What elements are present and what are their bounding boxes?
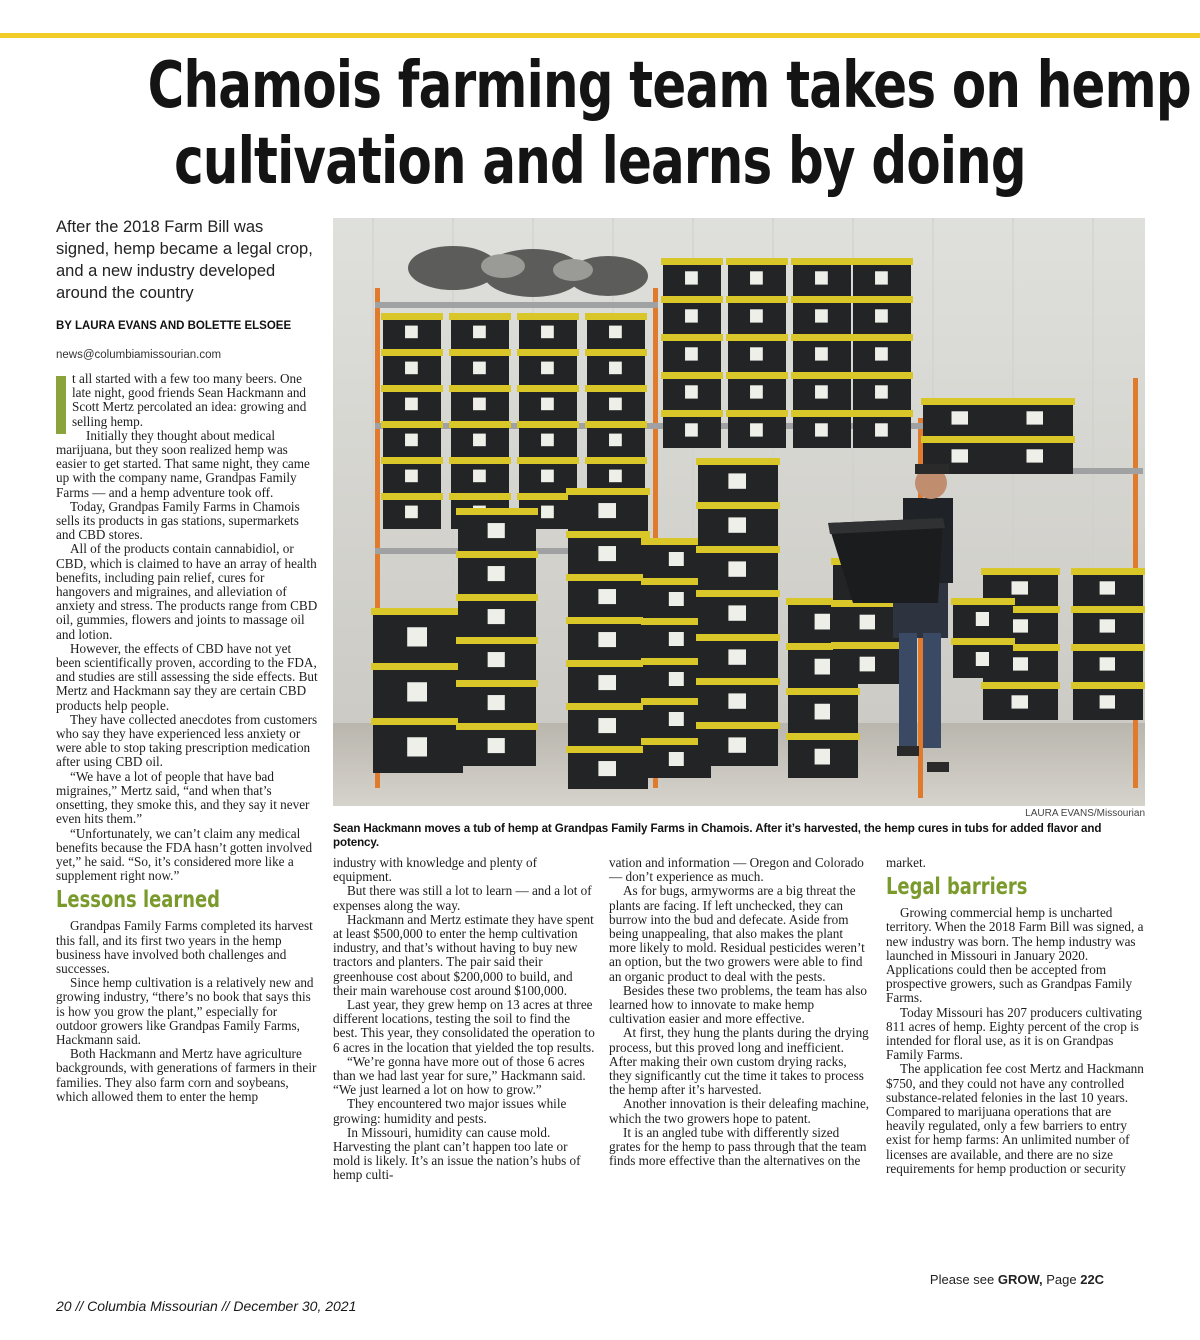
tub-lid: [1071, 644, 1145, 651]
paragraph: At first, they hung the plants during the drying process, but this proved long and inefficient. After making their own custom drying racks, they significantly cut the time it takes to process the hemp after it’s harvested.: [609, 1025, 869, 1098]
tub-lid: [449, 493, 511, 500]
tub-lid: [1071, 682, 1145, 689]
tub-lid: [696, 546, 780, 553]
tub-lid: [517, 313, 579, 320]
tub-label: [598, 761, 616, 776]
tub-lid: [585, 421, 647, 428]
tub-label: [669, 552, 684, 566]
tub-label: [1012, 581, 1029, 594]
byline-email: news@columbiamissourian.com: [56, 349, 222, 361]
tub-lid: [786, 733, 860, 740]
tub-lid: [449, 457, 511, 464]
paragraph: Initially they thought about medical marijuana, but they soon realized hemp was easier to get started. That same night, they came up with the company name, Grandpas Family Farms — and a hemp adventure took off.: [56, 427, 310, 500]
article-column-4: [886, 856, 1148, 1276]
tub-label: [541, 362, 554, 375]
tub-lid: [517, 421, 579, 428]
tub-label: [685, 385, 698, 398]
tub-label: [815, 659, 830, 675]
tub-lid: [566, 746, 650, 753]
tub-label: [541, 470, 554, 483]
jump-page-number: 22C: [1080, 1272, 1105, 1287]
tub-lid: [456, 680, 538, 687]
tub-lid: [726, 372, 788, 379]
tub-label: [473, 398, 486, 411]
tub-label: [669, 712, 684, 726]
jump-page-label: Page: [1042, 1272, 1081, 1287]
tub-lid: [456, 637, 538, 644]
tub-lid: [585, 457, 647, 464]
tub-label: [728, 737, 746, 752]
tub-label: [669, 632, 684, 646]
tub-label: [875, 271, 888, 284]
paragraph: Another innovation is their deleafing machine, which the two growers hope to patent.: [609, 1096, 870, 1126]
tub-lid: [851, 372, 913, 379]
tub-label: [609, 434, 622, 447]
tub-label: [728, 693, 746, 708]
tub-label: [815, 385, 828, 398]
paragraph: Grandpas Family Farms completed its harvest this fall, and its first two years in the hemp business have involved both challenges and successes.: [56, 918, 313, 976]
paragraph: “We have a lot of people that have bad migraines,” Mertz said, “and when that’s onsetting, they smoke this, and they say it never even hits them.”: [56, 768, 310, 827]
tub-label: [728, 561, 746, 576]
tub-label: [405, 326, 418, 339]
paragraph: Besides these two problems, the team has also learned how to innovate to make hemp cultivation easier and more effective.: [609, 982, 867, 1027]
warehouse-photo: [333, 218, 1145, 806]
tub-label: [407, 627, 427, 646]
tub-lid: [456, 551, 538, 558]
tub-label: [860, 657, 875, 672]
tub-label: [815, 347, 828, 360]
tub-lid: [517, 457, 579, 464]
tub-label: [488, 652, 505, 667]
tub-lid: [517, 349, 579, 356]
drop-cap-bar: [56, 376, 66, 434]
tub-label: [1027, 449, 1044, 462]
paragraph: All of the products contain cannabidiol, or CBD, which is claimed to have an array of health benefits, including pain relief, cures for hangovers and migraines, and alleviation of anxiety and stress. The products range from CBD oil, gummies, flowers and joints to massage oil and lotion.: [56, 541, 318, 642]
tub-label: [405, 506, 418, 519]
paragraph: In Missouri, humidity can cause mold. Harvesting the plant can’t happen too late or mold is likely. It’s an issue the nation’s hubs of hemp culti-: [333, 1124, 581, 1183]
paragraph: However, the effects of CBD have not yet been scientifically proven, according to the FDA, and studies are still assessing the side effects. But Mertz and Hackmann say they are certain CBD products help people.: [56, 640, 318, 713]
tub-label: [405, 398, 418, 411]
article-column-3: [609, 856, 871, 1296]
tub-label: [728, 517, 746, 532]
deck-summary: After the 2018 Farm Bill was signed, hemp became a legal crop, and a new industry developed around the country: [56, 218, 313, 302]
tub-label: [405, 362, 418, 375]
tub-label: [473, 362, 486, 375]
tub-label: [1012, 657, 1029, 670]
article-column-1: [56, 372, 318, 1292]
photo-illustration: [333, 218, 1145, 806]
tub-label: [488, 523, 505, 538]
tub-label: [750, 347, 763, 360]
paragraph: “We’re gonna have more out of those 6 acres than we had last year for sure,” Hackmann said. “We just learned a lot on how to grow.”: [333, 1053, 586, 1098]
tub-lid: [371, 663, 465, 670]
tub-label: [598, 675, 616, 690]
tub-label: [473, 434, 486, 447]
tub-lid: [661, 258, 723, 265]
tub-label: [1100, 695, 1115, 708]
tub-label: [473, 326, 486, 339]
tub-lid: [585, 349, 647, 356]
jump-prefix: Please see: [929, 1272, 998, 1287]
tub-label: [407, 737, 427, 756]
tub-label: [488, 609, 505, 624]
tub-label: [976, 612, 989, 626]
tub-lid: [1071, 606, 1145, 613]
tub-lid: [851, 258, 913, 265]
tub-lid: [381, 421, 443, 428]
tub-label: [598, 718, 616, 733]
tub-lid: [449, 385, 511, 392]
paragraph: It is an angled tube with differently sized grates for the hemp to pass through that the team finds more effective than the alternatives on the: [609, 1124, 867, 1169]
tub-lid: [449, 421, 511, 428]
paragraph: But there was still a lot to learn — and a lot of expenses along the way.: [333, 883, 592, 913]
subhead-legal-barriers: Legal barriers: [886, 874, 1028, 901]
tub-lid: [449, 349, 511, 356]
tub-lid: [566, 703, 650, 710]
byline: BY LAURA EVANS AND BOLETTE ELSOEE: [56, 320, 292, 332]
tub-lid: [696, 458, 780, 465]
headline-line-2: cultivation and learns by doing: [174, 125, 1026, 199]
tub-lid: [696, 678, 780, 685]
tub-label: [407, 682, 427, 701]
tub-label: [750, 309, 763, 322]
tub-lid: [996, 398, 1075, 405]
tub-label: [473, 470, 486, 483]
tub-label: [976, 652, 989, 666]
tub-lid: [566, 531, 650, 538]
paragraph: market.: [886, 855, 926, 870]
jump-line[interactable]: [886, 1272, 1148, 1287]
tub-label: [1027, 411, 1044, 424]
tub-label: [598, 589, 616, 604]
tub-lid: [585, 313, 647, 320]
tub-lid: [456, 723, 538, 730]
tub-label: [728, 649, 746, 664]
tub-lid: [566, 617, 650, 624]
tub-label: [541, 434, 554, 447]
tub-label: [609, 470, 622, 483]
tub-lid: [517, 385, 579, 392]
tub-lid: [381, 349, 443, 356]
tub-label: [875, 423, 888, 436]
tub-label: [488, 566, 505, 581]
tub-label: [1100, 581, 1115, 594]
tub-lid: [566, 574, 650, 581]
tub-lid: [696, 590, 780, 597]
paragraph: “Unfortunately, we can’t claim any medical benefits because the FDA hasn’t gotten involved yet,” he said. “So, it’s considered more like a supplement right now.”: [56, 825, 313, 884]
article-column-2: [333, 856, 595, 1296]
tub-lid: [661, 334, 723, 341]
tub-label: [598, 503, 616, 518]
paragraph: Both Hackmann and Mertz have agriculture backgrounds, with generations of farmers in their families. They also farm corn and soybeans, which allowed them to enter the hemp: [56, 1046, 317, 1104]
paragraph: vation and information — Oregon and Colorado — don’t experience as much.: [609, 855, 864, 885]
tub-lid: [1071, 568, 1145, 575]
tub-lid: [851, 296, 913, 303]
tub-label: [952, 449, 969, 462]
tub-label: [488, 695, 505, 710]
tub-label: [1100, 657, 1115, 670]
paragraph: They encountered two major issues while growing: humidity and pests.: [333, 1096, 567, 1126]
tub-lid: [791, 334, 853, 341]
tub-lid: [661, 410, 723, 417]
tub-label: [609, 398, 622, 411]
tub-label: [815, 309, 828, 322]
tub-lid: [851, 334, 913, 341]
tub-lid: [996, 436, 1075, 443]
tub-label: [685, 271, 698, 284]
paragraph: As for bugs, armyworms are a big threat the plants are facing. If left unchecked, they can burrow into the bud and defecate. Aside from being unappealing, that also makes the plant more likely to mold. Residual pesticides weren’t an option, but the two growers were able to find an organic product to deal with the pests.: [609, 883, 865, 984]
tub-label: [815, 749, 830, 765]
paragraph: Since hemp cultivation is a relatively new and growing industry, “there’s no book that says this is how you grow the plant,” especially for outdoor growers like Grandpas Family Farms, Hackmann said.: [56, 975, 314, 1047]
jump-keyword: GROW,: [997, 1272, 1043, 1287]
tub-label: [1012, 619, 1029, 632]
tub-lid: [726, 296, 788, 303]
tub-lid: [981, 682, 1060, 689]
tub-lid: [661, 372, 723, 379]
tub-label: [488, 738, 505, 753]
photo-caption: Sean Hackmann moves a tub of hemp at Grandpas Family Farms in Chamois. After it’s harvested, the hemp cures in tubs for added flavor and potency.: [333, 822, 1102, 849]
tub-label: [598, 546, 616, 561]
tub-label: [669, 672, 684, 686]
tub-lid: [381, 493, 443, 500]
tub-label: [609, 326, 622, 339]
tub-lid: [831, 642, 905, 649]
paragraph: They have collected anecdotes from customers who say they have experienced less anxiety or were able to stop taking prescription medication after using CBD oil.: [56, 711, 318, 770]
tub-label: [1100, 619, 1115, 632]
tub-lid: [851, 410, 913, 417]
tub-label: [860, 615, 875, 630]
tub-label: [815, 271, 828, 284]
paragraph: industry with knowledge and plenty of equipment.: [333, 855, 538, 885]
headline: [147, 48, 1191, 200]
tub-lid: [981, 568, 1060, 575]
paragraph: Today Missouri has 207 producers cultivating 811 acres of hemp. Eighty percent of the crop is intended for floral use, as it is on Grandpas Family Farms.: [886, 1004, 1142, 1063]
top-accent-rule: [0, 33, 1200, 38]
tub-label: [1012, 695, 1029, 708]
subhead-lessons-learned: Lessons learned: [56, 887, 221, 914]
tub-label: [685, 423, 698, 436]
tub-lid: [921, 436, 1000, 443]
paragraph: t all started with a few too many beers. One late night, good friends Sean Hackmann and Scott Mertz percolated an idea: growing and selling hemp.: [72, 371, 307, 429]
tub-label: [405, 434, 418, 447]
paragraph: Last year, they grew hemp on 13 acres at three different locations, testing the soil to find the best. This year, they consolidated the operation to 6 acres in the location that yielded the top results.: [333, 997, 595, 1055]
tub-lid: [566, 488, 650, 495]
tub-lid: [921, 398, 1000, 405]
tub-lid: [951, 638, 1015, 645]
tub-lid: [791, 296, 853, 303]
photo-credit: LAURA EVANS/Missourian: [1025, 808, 1145, 819]
paragraph: The application fee cost Mertz and Hackmann $750, and they could not have any controlled substance-related felonies in the last 10 years. Compared to marijuana operations that are heavily regulated, only a few barriers to entry exist for hemp farms: An unlimited number of licenses are available, and there are no size requirements for hemp production or security: [886, 1061, 1144, 1176]
tub-label: [541, 398, 554, 411]
tub-label: [875, 347, 888, 360]
tub-lid: [726, 410, 788, 417]
tub-lid: [456, 508, 538, 515]
tub-label: [728, 605, 746, 620]
tub-lid: [786, 688, 860, 695]
tub-lid: [696, 502, 780, 509]
tub-lid: [726, 258, 788, 265]
tub-label: [669, 752, 684, 766]
tub-label: [952, 411, 969, 424]
tub-label: [609, 362, 622, 375]
tub-lid: [381, 313, 443, 320]
tub-lid: [371, 608, 465, 615]
tub-label: [669, 592, 684, 606]
tub-label: [875, 385, 888, 398]
tub-label: [598, 632, 616, 647]
tub-label: [815, 704, 830, 720]
tub-lid: [791, 258, 853, 265]
tub-lid: [381, 385, 443, 392]
tub-label: [541, 326, 554, 339]
tub-lid: [371, 718, 465, 725]
tub-lid: [791, 372, 853, 379]
headline-line-1: Chamois farming team takes on hemp: [147, 49, 1191, 123]
tub-label: [541, 506, 554, 519]
tub-lid: [726, 334, 788, 341]
tub-lid: [566, 660, 650, 667]
tub-label: [815, 423, 828, 436]
tub-lid: [951, 598, 1015, 605]
tub-lid: [381, 457, 443, 464]
page-footer: 20 // Columbia Missourian // December 30, 2021: [56, 1298, 357, 1314]
tub-label: [405, 470, 418, 483]
tub-lid: [449, 313, 511, 320]
tub-label: [685, 347, 698, 360]
tub-lid: [585, 385, 647, 392]
tub-lid: [791, 410, 853, 417]
tub-lid: [696, 722, 780, 729]
paragraph: Today, Grandpas Family Farms in Chamois sells its products in gas stations, supermarkets and CBD stores.: [56, 498, 300, 543]
tub-label: [750, 385, 763, 398]
tub-label: [815, 614, 830, 630]
paragraph: Hackmann and Mertz estimate they have spent at least $500,000 to enter the hemp cultivation industry, and that’s without having to buy new tractors and planters. The pair said their greenhouse cost about $200,000 to build, and their main warehouse cost around $100,000.: [333, 911, 594, 998]
tub-lid: [456, 594, 538, 601]
paragraph: Growing commercial hemp is uncharted territory. When the 2018 Farm Bill was signed, a new industry was born. The hemp industry was launched in Missouri in January 2020. Applications could then be accepted from prospective growers, such as Grandpas Family Farms.: [886, 905, 1144, 1006]
tub-label: [728, 473, 746, 488]
tub-lid: [661, 296, 723, 303]
tub-label: [875, 309, 888, 322]
tub-label: [750, 423, 763, 436]
tub-lid: [696, 634, 780, 641]
tub-label: [685, 309, 698, 322]
tub-label: [750, 271, 763, 284]
